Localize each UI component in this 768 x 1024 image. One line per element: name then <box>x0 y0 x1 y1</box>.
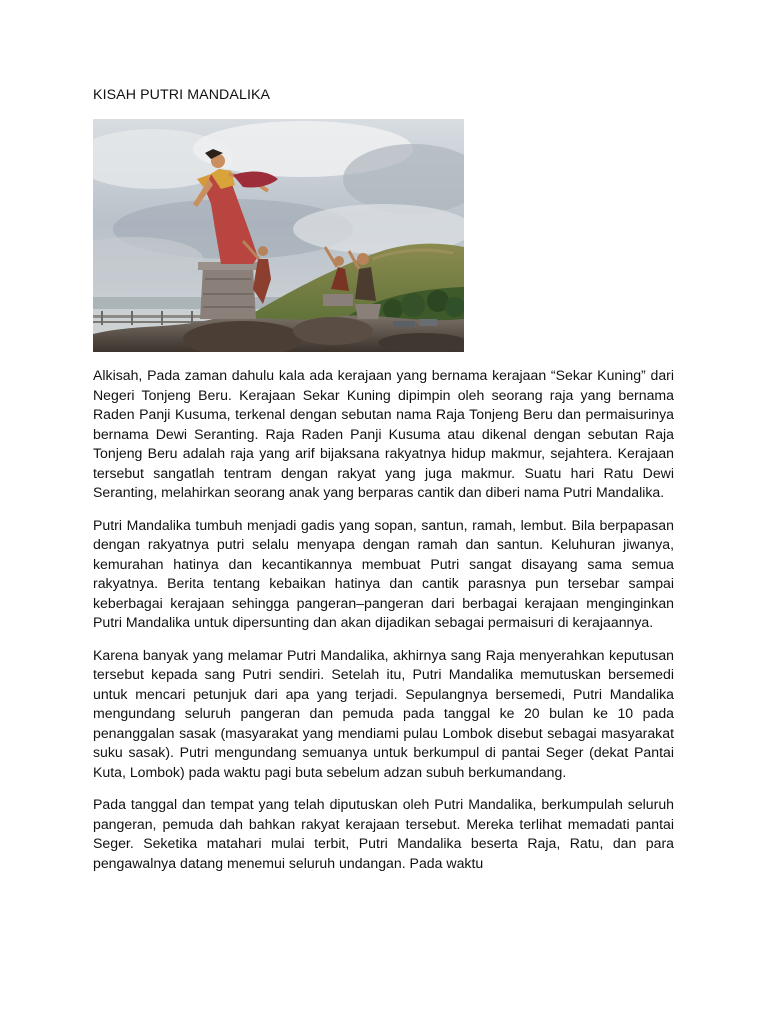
statue-photo <box>93 119 464 352</box>
paragraph-3: Karena banyak yang melamar Putri Mandalika, akhirnya sang Raja menyerahkan keputusan tersebut kepada sang Putri sendiri. Setelah itu, Putri Mandalika memutuskan bersemedi untuk mencari petunjuk dari apa yang terjadi. Sepulangnya bersemedi, Putri Mandalika mengundang seluruh pangeran dan pemuda pada tanggal ke 20 bulan ke 10 pada penanggalan sasak (masyarakat yang mendiami pulau Lombok disebut sebagai masyarakat suku sasak). Putri mengundang semuanya untuk berkumpul di pantai Seger (dekat Pantai Kuta, Lombok) pada waktu pagi buta sebelum adzan subuh berkumandang. <box>93 646 674 780</box>
story-body <box>93 366 674 886</box>
paragraph-4: Pada tanggal dan tempat yang telah diputuskan oleh Putri Mandalika, berkumpulah seluruh pangeran, pemuda dah bahkan rakyat kerajaan tersebut. Mereka terlihat memadati pantai Seger. Seketika matahari mulai terbit, Putri Mandalika beserta Raja, Ratu, dan para pengawalnya datang menemui seluruh undangan. Pada waktu <box>93 796 674 871</box>
paragraph-1: Alkisah, Pada zaman dahulu kala ada kerajaan yang bernama kerajaan “Sekar Kuning” dari Negeri Tonjeng Beru. Kerajaan Sekar Kuning dipimpin oleh seorang raja yang bernama Raden Panji Kusuma, terkenal dengan sebutan nama Raja Tonjeng Beru dan permaisurinya bernama Dewi Seranting. Raja Raden Panji Kusuma atau dikenal dengan sebutan Raja Tonjeng Beru adalah raja yang arif bijaksana rakyatnya hidup makmur, sejahtera. Kerajaan tersebut sangatlah tentram dengan rakyat yang juga makmur. Suatu hari Ratu Dewi Seranting, melahirkan seorang anak yang berparas cantik dan diberi nama Putri Mandalika. <box>93 367 674 500</box>
document-title: KISAH PUTRI MANDALIKA <box>93 87 271 103</box>
paragraph-2: Putri Mandalika tumbuh menjadi gadis yang sopan, santun, ramah, lembut. Bila berpapasan dengan rakyatnya putri selalu menyapa dengan ramah dan santun. Keluhuran jiwanya, kemurahan hatinya dan kecantikannya membuat Putri sangat disayang sama semua rakyatnya. Berita tentang kebaikan hatinya dan cantik parasnya pun tersebar sampai keberbagai kerajaan sehingga pangeran–pangeran dari berbagai kerajaan menginginkan Putri Mandalika untuk dipersunting dan akan dijadikan sebagai permaisuri di kerajaannya. <box>93 516 674 630</box>
